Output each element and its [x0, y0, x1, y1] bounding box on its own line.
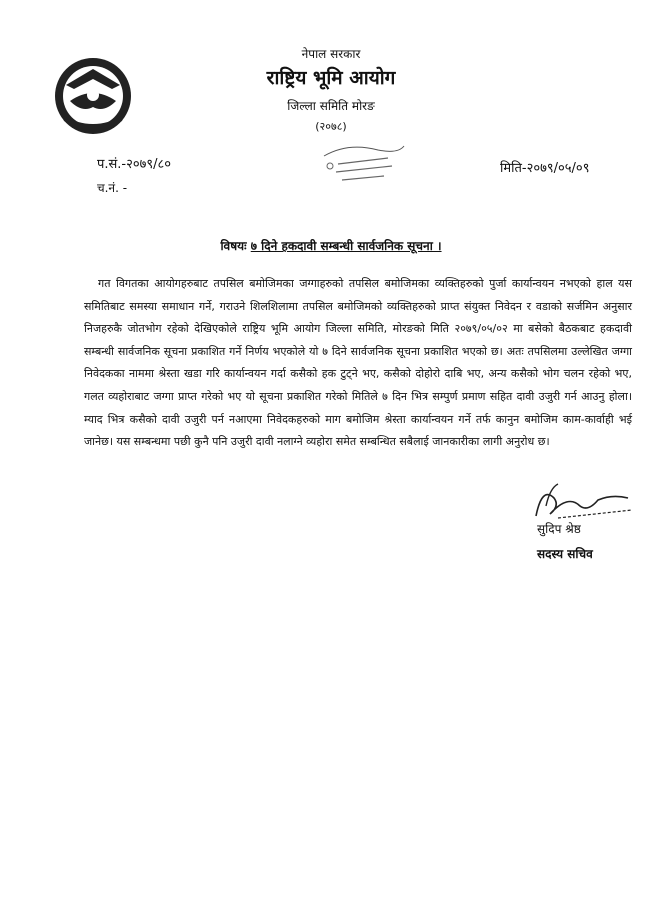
subject-text: ७ दिने हकदावी सम्बन्धी सार्वजनिक सूचना ।	[250, 239, 442, 253]
committee-name: जिल्ला समिति मोरङ	[287, 99, 375, 113]
government-name: नेपाल सरकार	[301, 47, 361, 61]
commission-name: राष्ट्रिय भूमि आयोग	[266, 67, 396, 89]
office-stamp	[318, 136, 410, 190]
signatory-name: सुदिप श्रेष्ठ	[537, 522, 581, 536]
subject-line	[0, 237, 662, 254]
letter-date: मिति-२०७९/०५/०९	[500, 161, 590, 176]
letter-number: प.सं.-२०७९/८०	[97, 157, 172, 172]
signatory-title: सदस्य सचिव	[537, 547, 593, 561]
subject-label: विषयः	[220, 239, 247, 253]
dispatch-number: च.नं. -	[97, 181, 128, 195]
notice-body: गत विगतका आयोगहरुबाट तपसिल बमोजिमका जग्गाहरुको तपसिल बमोजिमका व्यक्तिहरुको पुर्जा कार्यान्वयन नभएको हाल यस समितिबाट समस्या समाधान गर्ने, गराउने शिलशिलामा तपसिल बमोजिमको व्यक्तिहरुको प्राप्त संयुक्त निवेदन र वडाको सर्जमिन अनुसार निजहरुकै जोतभोग रहेको देखिएकोले राष्ट्रिय भूमि आयोग जिल्ला समिति, मोरङको मिति २०७९/०५/०२ मा बसेको बैठकबाट हकदावी सम्बन्धी सार्वजनिक सूचना प्रकाशित गर्ने निर्णय भएकोले यो ७ दिने सार्वजनिक सूचना प्रकाशित भएको छ। अतः तपसिलमा उल्लेखित जग्गा निवेदकका नाममा श्रेस्ता खडा गरि कार्यान्वयन गर्दा कसैको हक टुट्ने भए, कसैको दोहोरो दाबि भए, अन्य कसैको भोग चलन रहेको भए, गलत व्यहोराबाट जग्गा प्राप्त गरेको भए यो सूचना प्रकाशित गरेको मितिले ७ दिन भित्र सम्पुर्ण प्रमाण सहित दावी उजुरी गर्न आउनु होला। म्याद भित्र कसैको दावी उजुरी पर्न नआएमा निवेदकहरुको माग बमोजिम श्रेस्ता कार्यान्वयन गर्ने तर्फ कानुन बमोजिम काम-कार्वाही भई जानेछ। यस सम्बन्धमा पछी कुनै पनि उजुरी दावी नलाग्ने व्यहोरा समेत सम्बन्धित सबैलाई जानकारीका लागी अनुरोध छ।	[84, 277, 632, 449]
year-label: (२०७८)	[315, 120, 347, 133]
